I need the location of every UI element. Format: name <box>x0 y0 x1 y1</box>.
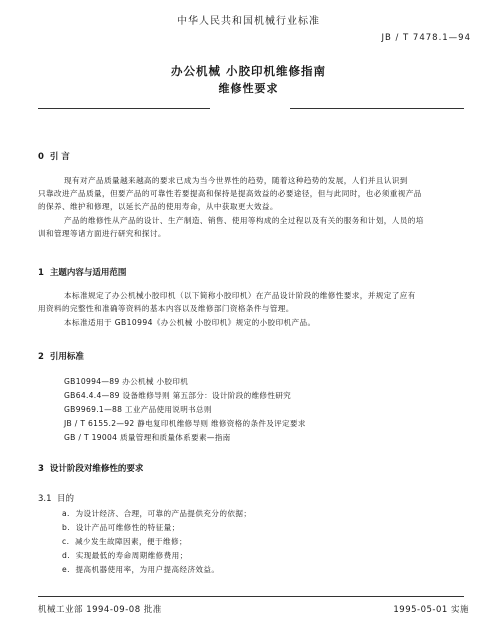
item-text: 实现最低的寿命周期维修费用； <box>75 551 188 560</box>
section-title: 引用标准 <box>49 352 84 362</box>
scope-line: 用资料的完整性和准确等资料的基本内容以及维修部门资格条件与管理。 <box>38 304 294 313</box>
item-label: e. <box>62 565 70 574</box>
footer-divider <box>38 596 464 597</box>
subsection-title: 目的 <box>56 494 74 504</box>
scope-line: 本标准规定了办公机械小胶印机（以下简称小胶印机）在产品设计阶段的维修性要求，并规定了应有 <box>64 291 416 300</box>
section-number: 2 <box>38 352 44 362</box>
item-label: d. <box>62 551 71 560</box>
item-text: 为设计经济、合理，可靠的产品提供充分的依据； <box>75 509 252 518</box>
reference-item: GB10994—89 办公机械 小胶印机 <box>64 377 189 386</box>
section-title: 引 言 <box>49 152 70 162</box>
title-divider-right <box>290 108 464 109</box>
section-1-heading <box>38 266 126 278</box>
item-text: 提高机器使用率，为用户提高经济效益。 <box>75 565 220 574</box>
intro-line: 只靠改进产品质量，但要产品的可靠性若要提高和保持是提高效益的必要途径，但与此同时，也必须重视产品 <box>38 189 422 198</box>
scope-line: 本标准适用于 GB10994《办公机械 小胶印机》规定的小胶印机产品。 <box>64 318 316 327</box>
section-number: 0 <box>38 152 44 162</box>
reference-item: JB / T 6155.2—92 静电复印机维修导则 维修资格的条件及评定要求 <box>64 419 306 428</box>
objective-item <box>62 536 187 547</box>
document-subtitle: 维修性要求 <box>218 82 279 95</box>
document-title: 办公机械 小胶印机维修指南 <box>170 64 326 78</box>
section-title: 设计阶段对维修性的要求 <box>49 464 144 474</box>
item-text: 设计产品可维修性的特征量； <box>75 523 180 532</box>
item-label: a. <box>62 509 70 518</box>
intro-line: 现有对产品质量越来越高的要求已成为当今世界性的趋势，随着这种趋势的发展，人们并且认识到 <box>64 176 408 185</box>
subsection-number: 3.1 <box>38 494 52 504</box>
subsection-3-1-heading <box>38 492 74 504</box>
item-text: 减少发生故障因素，便于维修； <box>75 537 187 546</box>
intro-line: 训和管理等诸方面进行研究和探讨。 <box>38 229 166 238</box>
item-label: b. <box>62 523 71 532</box>
objective-item <box>62 550 188 561</box>
section-0-heading <box>38 150 70 162</box>
standard-code: JB / T 7478.1—94 <box>381 33 471 43</box>
title-divider-left <box>38 108 210 109</box>
effective-date: 1995-05-01 实施 <box>393 605 469 615</box>
section-3-heading <box>38 462 143 474</box>
item-label: c. <box>62 537 70 546</box>
reference-item: GB9969.1—88 工业产品使用说明书总则 <box>64 405 212 414</box>
section-number: 1 <box>38 268 44 278</box>
objective-item <box>62 522 180 533</box>
section-title: 主题内容与适用范围 <box>49 268 127 278</box>
section-number: 3 <box>38 464 44 474</box>
intro-line: 产品的维修性从产品的设计、生产制造、销售、使用等构成的全过程以及有关的服务和计划，人员的培 <box>64 216 424 225</box>
standard-org-header: 中华人民共和国机械行业标准 <box>177 16 320 27</box>
section-2-heading <box>38 350 84 362</box>
reference-item: GB / T 19004 质量管理和质量体系要素—指南 <box>64 433 231 442</box>
approval-date: 机械工业部 1994-09-08 批准 <box>38 605 162 615</box>
objective-item <box>62 564 219 575</box>
objective-item <box>62 508 251 519</box>
intro-line: 的保养、维护和修理，以延长产品的使用寿命，从中获取更大效益。 <box>38 202 278 211</box>
reference-item: GB64.4.4—89 设备维修导则 第五部分：设计阶段的维修性研究 <box>64 391 291 400</box>
